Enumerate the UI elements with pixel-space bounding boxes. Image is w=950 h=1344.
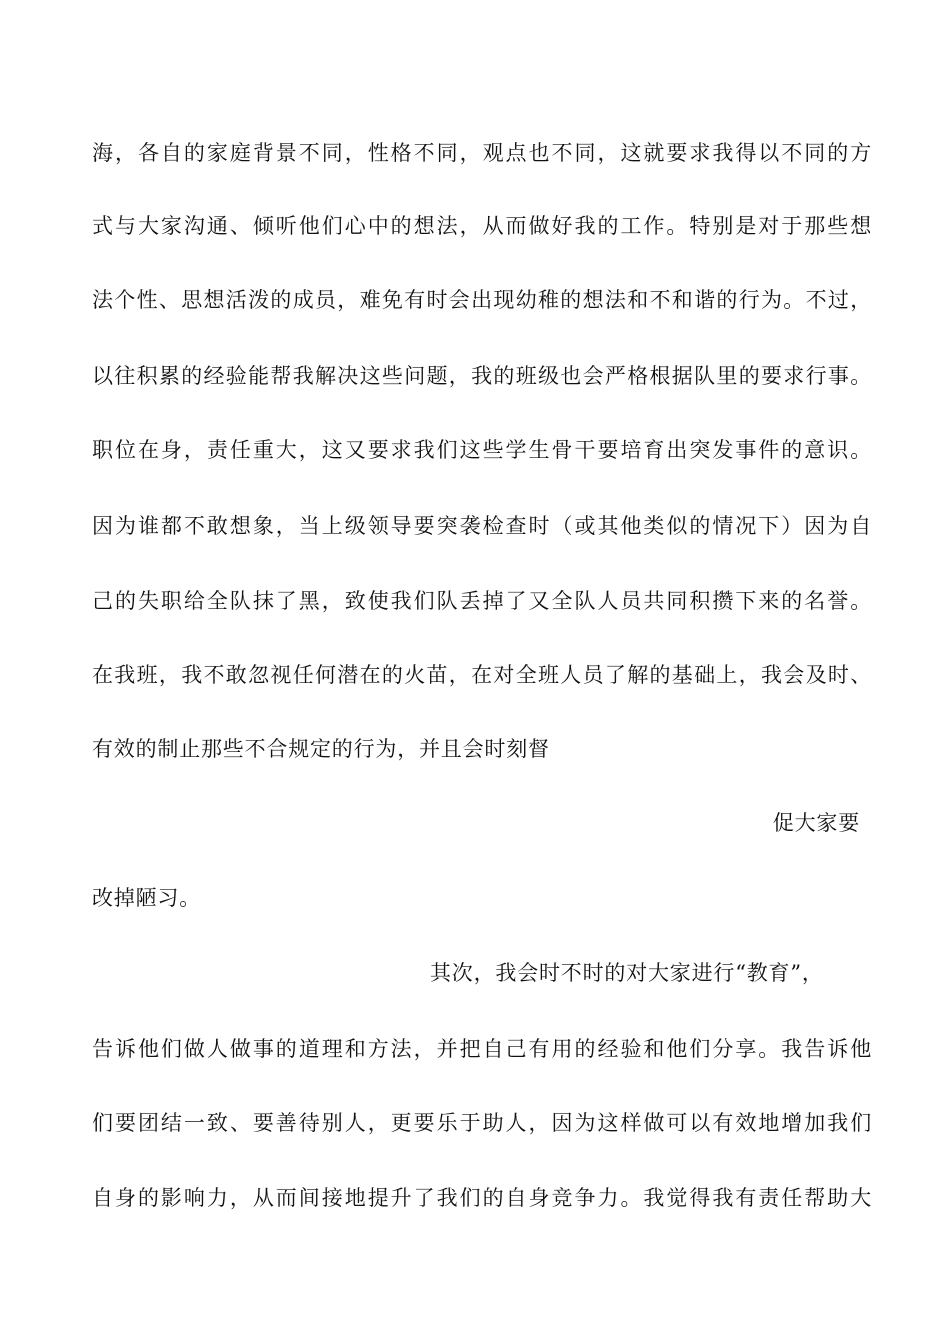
text-line-11: 改掉陋习。 bbox=[92, 886, 201, 910]
text-line-15: 自身的影响力，从而间接地提升了我们的自身竞争力。我觉得我有责任帮助大 bbox=[92, 1186, 872, 1210]
text-line-13: 告诉他们做人做事的道理和方法，并把自己有用的经验和他们分享。我告诉他 bbox=[92, 1037, 872, 1061]
text-line-7: 己的失职给全队抹了黑，致使我们队丢掉了又全队人员共同积攒下来的名誉。 bbox=[92, 589, 872, 613]
text-line-12: 其次，我会时不时的对大家进行“教育”， bbox=[430, 961, 824, 985]
text-line-5: 职位在身，责任重大，这又要求我们这些学生骨干要培育出突发事件的意识。 bbox=[92, 438, 872, 462]
text-line-10: 促大家要 bbox=[772, 811, 860, 835]
text-line-2: 式与大家沟通、倾听他们心中的想法，从而做好我的工作。特别是对于那些想 bbox=[92, 214, 872, 238]
text-line-3: 法个性、思想活泼的成员，难免有时会出现幼稚的想法和不和谐的行为。不过， bbox=[92, 288, 872, 312]
text-line-14: 们要团结一致、要善待别人，更要乐于助人，因为这样做可以有效地增加我们 bbox=[92, 1111, 872, 1135]
text-line-4: 以往积累的经验能帮我解决这些问题，我的班级也会严格根据队里的要求行事。 bbox=[92, 364, 872, 388]
text-line-8: 在我班，我不敢忽视任何潜在的火苗，在对全班人员了解的基础上，我会及时、 bbox=[92, 663, 872, 687]
text-line-9: 有效的制止那些不合规定的行为，并且会时刻督 bbox=[92, 737, 550, 761]
text-line-6: 因为谁都不敢想象，当上级领导要突袭检查时（或其他类似的情况下）因为自 bbox=[92, 514, 872, 538]
text-line-1: 海，各自的家庭背景不同，性格不同，观点也不同，这就要求我得以不同的方 bbox=[92, 141, 872, 165]
